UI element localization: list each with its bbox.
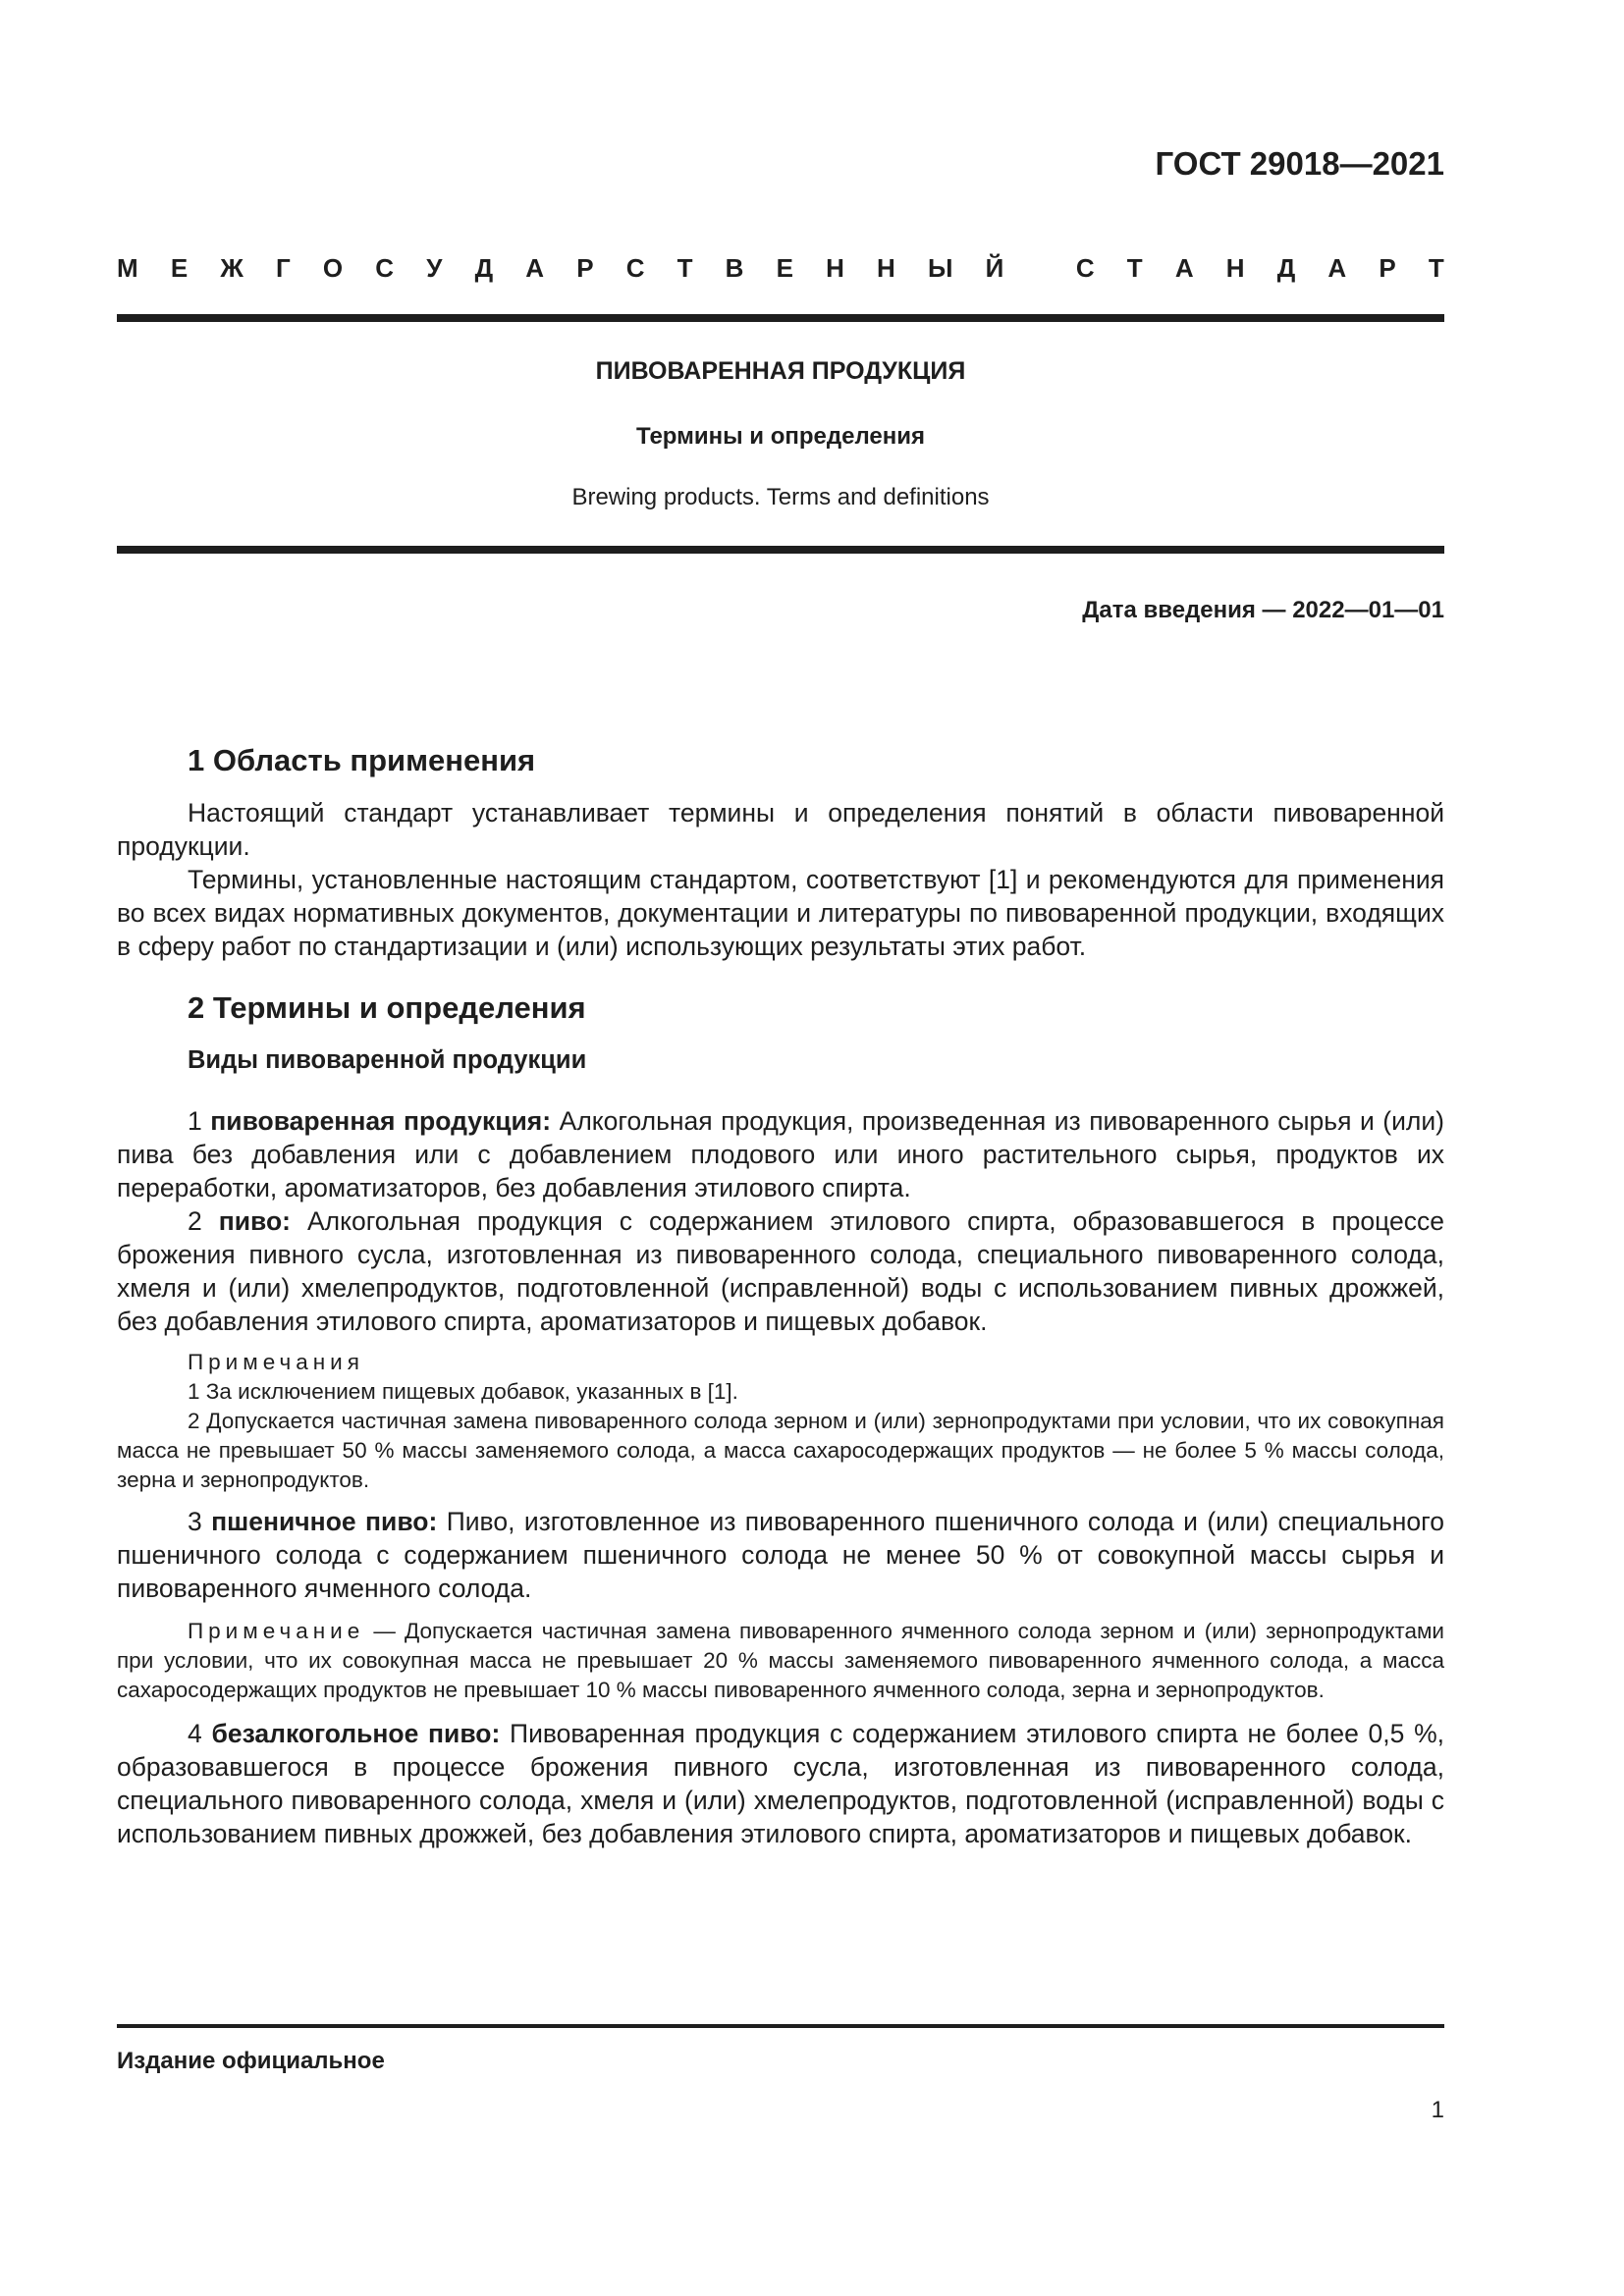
notes-block-term-2 <box>117 1348 1444 1495</box>
term-name: безалкогольное пиво: <box>211 1719 501 1748</box>
term-definition: Алкогольная продукция, произведенная из пивоваренного сырья и (или) пива без добавления или с добавлением плодового или иного растительного сырья, продуктов их переработки, ароматизаторов, без добавления этилового спирта. <box>117 1106 1444 1202</box>
term-entry-2 <box>117 1204 1444 1338</box>
term-number: 3 <box>188 1507 202 1536</box>
note-2: 2 Допускается частичная замена пивоваренного солода зерном и (или) зернопродуктами при условии, что их совокупная масса не превышает 50 % массы заменяемого солода, а масса сахаросодержащих продуктов — не более 5 % массы солода, зерна и зернопродуктов. <box>117 1409 1444 1492</box>
banner-letter: У <box>426 253 443 283</box>
term-entry-3 <box>117 1505 1444 1605</box>
banner-letter: Н <box>826 253 844 283</box>
section-1-heading: 1 Область применения <box>188 743 536 777</box>
section-2-heading: 2 Термины и определения <box>188 990 586 1025</box>
banner-letter: Е <box>170 253 189 283</box>
note-single <box>117 1617 1444 1705</box>
term-definition: Пиво, изготовленное из пивоваренного пшеничного солода и (или) специального пшеничного солода с содержанием пшеничного солода не менее 50 % от совокупной массы сырья и пивоваренного ячменного солода. <box>117 1507 1444 1603</box>
banner-letter: Т <box>1126 253 1143 283</box>
title-rule <box>117 546 1444 554</box>
document-title-english: Brewing products. Terms and definitions <box>571 484 990 510</box>
note-block-term-3 <box>117 1617 1444 1705</box>
banner-word-gap <box>1036 253 1043 284</box>
banner-letter: А <box>1174 253 1194 283</box>
header-rule <box>117 314 1444 322</box>
banner-letter: О <box>322 253 344 283</box>
terms-group-heading: Виды пивоваренной продукции <box>188 1046 587 1074</box>
document-title: ПИВОВАРЕННАЯ ПРОДУКЦИЯ <box>595 357 966 385</box>
term-number: 4 <box>188 1719 202 1748</box>
banner-letter: С <box>625 253 645 283</box>
note-text: — Допускается частичная замена пивоваренного ячменного солода зерном и (или) зернопродуктами при условии, что их совокупная масса не превышает 20 % массы заменяемого пивоваренного ячменного солода, а масса сахаросодержащих продуктов не превышает 10 % массы пивоваренного ячменного солода, зерна и зернопродуктов. <box>117 1619 1444 1702</box>
term-number: 2 <box>188 1206 202 1236</box>
document-number: ГОСТ 29018—2021 <box>1155 145 1444 182</box>
note-label: Примечание <box>188 1619 365 1643</box>
term-entry-4 <box>117 1717 1444 1850</box>
note-1: 1 За исключением пищевых добавок, указанных в [1]. <box>188 1379 738 1404</box>
banner-letter: Е <box>776 253 793 283</box>
term-number: 1 <box>188 1106 202 1136</box>
banner-letter: Н <box>1225 253 1245 283</box>
interstate-standard-banner <box>117 253 1444 284</box>
banner-letter: А <box>1327 253 1347 283</box>
notes-label: Примечания <box>188 1350 364 1374</box>
term-definition: Алкогольная продукция с содержанием этилового спирта, образовавшегося в процессе брожения пивного сусла, изготовленная из пивоваренного солода, специального пивоваренного солода, хмеля и (или) хмелепродуктов, подготовленной (исправленной) воды с использованием пивных дрожжей, без добавления этилового спирта, ароматизаторов и пищевых добавок. <box>117 1206 1444 1336</box>
banner-letter: А <box>525 253 545 283</box>
document-body <box>117 741 1444 1850</box>
banner-letter: Т <box>677 253 693 283</box>
term-name: пиво: <box>218 1206 291 1236</box>
banner-letter: Г <box>275 253 291 283</box>
term-name: пивоваренная продукция: <box>210 1106 552 1136</box>
banner-letter: Д <box>1276 253 1296 283</box>
banner-letter: С <box>375 253 395 283</box>
banner-letter: Н <box>877 253 895 283</box>
section-1-paragraph-1: Настоящий стандарт устанавливает термины и определения понятий в области пивоваренной продукции. <box>117 798 1444 861</box>
document-subtitle: Термины и определения <box>635 423 926 450</box>
introduction-date: Дата введения — 2022—01—01 <box>1082 597 1444 623</box>
banner-letter: Ж <box>220 253 244 283</box>
term-definition: Пивоваренная продукция с содержанием этилового спирта не более 0,5 %, образовавшегося в процессе брожения пивного сусла, изготовленная из пивоваренного солода, специального пивоваренного солода, хмеля и (или) хмелепродуктов, подготовленной (исправленной) воды с использованием пивных дрожжей, без добавления этилового спирта, ароматизаторов и пищевых добавок. <box>117 1719 1444 1848</box>
term-name: пшеничное пиво: <box>211 1507 438 1536</box>
banner-letter: Р <box>1379 253 1396 283</box>
official-edition-label: Издание официальное <box>117 2048 385 2074</box>
banner-letter: Р <box>576 253 594 283</box>
banner-letter: Й <box>985 253 1004 283</box>
banner-letter: Т <box>1428 253 1444 283</box>
banner-letter: Ы <box>927 253 953 283</box>
banner-letter: С <box>1075 253 1095 283</box>
section-1-paragraph-2: Термины, установленные настоящим стандартом, соответствуют [1] и рекомендуются для применения во всех видах нормативных документов, документации и литературы по пивоваренной продукции, входящих в сферу работ по стандартизации и (или) использующих результаты этих работ. <box>117 865 1444 961</box>
banner-letter: М <box>117 253 138 283</box>
banner-letter: Д <box>474 253 494 283</box>
term-entry-1 <box>117 1104 1444 1204</box>
page-number: 1 <box>1431 2097 1444 2123</box>
banner-letter: В <box>725 253 744 283</box>
footer-rule <box>117 2024 1444 2028</box>
